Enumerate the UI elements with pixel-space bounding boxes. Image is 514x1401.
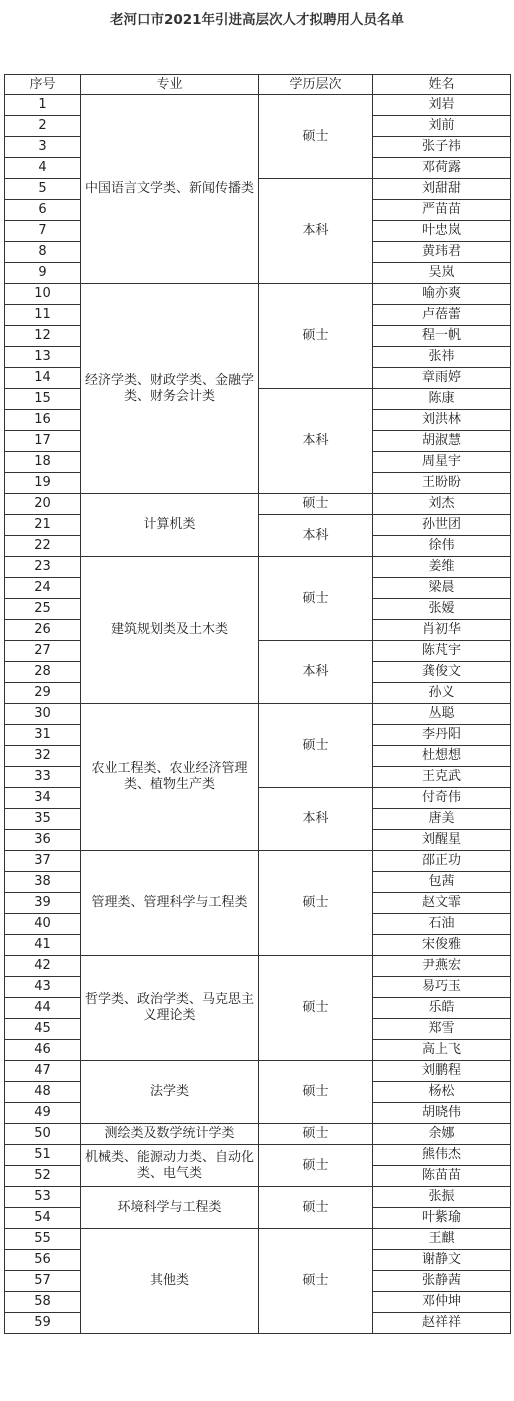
table-row xyxy=(5,1229,511,1250)
major-cell: 法学类 xyxy=(81,1061,259,1124)
level-cell: 本科 xyxy=(259,179,373,284)
name-cell: 王盼盼 xyxy=(373,473,511,494)
name-cell: 王克武 xyxy=(373,767,511,788)
table-header-row xyxy=(5,75,511,95)
name-cell: 王麒 xyxy=(373,1229,511,1250)
row-index: 23 xyxy=(5,557,81,578)
level-cell: 硕士 xyxy=(259,851,373,956)
name-cell: 章雨婷 xyxy=(373,368,511,389)
row-index: 4 xyxy=(5,158,81,179)
row-index: 3 xyxy=(5,137,81,158)
name-cell: 易巧玉 xyxy=(373,977,511,998)
name-cell: 赵文霏 xyxy=(373,893,511,914)
name-cell: 陈苗苗 xyxy=(373,1166,511,1187)
name-cell: 刘杰 xyxy=(373,494,511,515)
name-cell: 丛聪 xyxy=(373,704,511,725)
level-cell: 本科 xyxy=(259,389,373,494)
row-index: 55 xyxy=(5,1229,81,1250)
table-row xyxy=(5,494,511,515)
name-cell: 尹燕宏 xyxy=(373,956,511,977)
table-row xyxy=(5,851,511,872)
name-cell: 余娜 xyxy=(373,1124,511,1145)
row-index: 33 xyxy=(5,767,81,788)
row-index: 12 xyxy=(5,326,81,347)
name-cell: 卢蓓蕾 xyxy=(373,305,511,326)
row-index: 58 xyxy=(5,1292,81,1313)
name-cell: 付奇伟 xyxy=(373,788,511,809)
row-index: 38 xyxy=(5,872,81,893)
row-index: 13 xyxy=(5,347,81,368)
header-index: 序号 xyxy=(5,75,81,95)
name-cell: 邓仲坤 xyxy=(373,1292,511,1313)
row-index: 54 xyxy=(5,1208,81,1229)
name-cell: 徐伟 xyxy=(373,536,511,557)
level-cell: 本科 xyxy=(259,788,373,851)
row-index: 41 xyxy=(5,935,81,956)
major-cell: 中国语言文学类、新闻传播类 xyxy=(81,95,259,284)
major-cell: 计算机类 xyxy=(81,494,259,557)
name-cell: 胡晓伟 xyxy=(373,1103,511,1124)
table-row xyxy=(5,1124,511,1145)
row-index: 1 xyxy=(5,95,81,116)
name-cell: 高上飞 xyxy=(373,1040,511,1061)
row-index: 32 xyxy=(5,746,81,767)
level-cell: 硕士 xyxy=(259,95,373,179)
row-index: 22 xyxy=(5,536,81,557)
row-index: 35 xyxy=(5,809,81,830)
name-cell: 张嫒 xyxy=(373,599,511,620)
name-cell: 梁晨 xyxy=(373,578,511,599)
row-index: 7 xyxy=(5,221,81,242)
name-cell: 赵祥祥 xyxy=(373,1313,511,1334)
name-cell: 刘洪林 xyxy=(373,410,511,431)
row-index: 26 xyxy=(5,620,81,641)
name-cell: 严苗苗 xyxy=(373,200,511,221)
row-index: 45 xyxy=(5,1019,81,1040)
header-name: 姓名 xyxy=(373,75,511,95)
name-cell: 孙世团 xyxy=(373,515,511,536)
name-cell: 姜维 xyxy=(373,557,511,578)
row-index: 47 xyxy=(5,1061,81,1082)
row-index: 18 xyxy=(5,452,81,473)
name-cell: 胡淑慧 xyxy=(373,431,511,452)
row-index: 37 xyxy=(5,851,81,872)
major-cell: 机械类、能源动力类、自动化类、电气类 xyxy=(81,1145,259,1187)
name-cell: 孙义 xyxy=(373,683,511,704)
level-cell: 本科 xyxy=(259,515,373,557)
name-cell: 刘前 xyxy=(373,116,511,137)
level-cell: 本科 xyxy=(259,641,373,704)
name-cell: 周星宇 xyxy=(373,452,511,473)
level-cell: 硕士 xyxy=(259,956,373,1061)
header-major: 专业 xyxy=(81,75,259,95)
level-cell: 硕士 xyxy=(259,704,373,788)
name-cell: 张静茜 xyxy=(373,1271,511,1292)
table-row xyxy=(5,956,511,977)
row-index: 56 xyxy=(5,1250,81,1271)
row-index: 11 xyxy=(5,305,81,326)
row-index: 28 xyxy=(5,662,81,683)
level-cell: 硕士 xyxy=(259,1061,373,1124)
row-index: 17 xyxy=(5,431,81,452)
row-index: 34 xyxy=(5,788,81,809)
row-index: 31 xyxy=(5,725,81,746)
name-cell: 邓荷露 xyxy=(373,158,511,179)
candidate-table xyxy=(4,74,511,1334)
row-index: 6 xyxy=(5,200,81,221)
level-cell: 硕士 xyxy=(259,1145,373,1187)
row-index: 39 xyxy=(5,893,81,914)
name-cell: 叶紫瑜 xyxy=(373,1208,511,1229)
major-cell: 测绘类及数学统计学类 xyxy=(81,1124,259,1145)
table-row xyxy=(5,1187,511,1208)
table-row xyxy=(5,1061,511,1082)
name-cell: 吴岚 xyxy=(373,263,511,284)
name-cell: 唐美 xyxy=(373,809,511,830)
name-cell: 喻亦爽 xyxy=(373,284,511,305)
level-cell: 硕士 xyxy=(259,557,373,641)
name-cell: 肖初华 xyxy=(373,620,511,641)
name-cell: 陈康 xyxy=(373,389,511,410)
name-cell: 包茜 xyxy=(373,872,511,893)
row-index: 20 xyxy=(5,494,81,515)
row-index: 2 xyxy=(5,116,81,137)
row-index: 49 xyxy=(5,1103,81,1124)
row-index: 42 xyxy=(5,956,81,977)
row-index: 48 xyxy=(5,1082,81,1103)
name-cell: 乐皓 xyxy=(373,998,511,1019)
row-index: 40 xyxy=(5,914,81,935)
table-row xyxy=(5,95,511,116)
name-cell: 郑雪 xyxy=(373,1019,511,1040)
name-cell: 刘鹏程 xyxy=(373,1061,511,1082)
name-cell: 龚俊文 xyxy=(373,662,511,683)
table-body xyxy=(5,95,511,1334)
table-row xyxy=(5,284,511,305)
name-cell: 邵正功 xyxy=(373,851,511,872)
name-cell: 宋俊雅 xyxy=(373,935,511,956)
row-index: 50 xyxy=(5,1124,81,1145)
row-index: 21 xyxy=(5,515,81,536)
level-cell: 硕士 xyxy=(259,1187,373,1229)
row-index: 52 xyxy=(5,1166,81,1187)
row-index: 9 xyxy=(5,263,81,284)
table-row xyxy=(5,704,511,725)
name-cell: 李丹阳 xyxy=(373,725,511,746)
major-cell: 经济学类、财政学类、金融学类、财务会计类 xyxy=(81,284,259,494)
row-index: 16 xyxy=(5,410,81,431)
name-cell: 谢静文 xyxy=(373,1250,511,1271)
row-index: 43 xyxy=(5,977,81,998)
name-cell: 叶忠岚 xyxy=(373,221,511,242)
name-cell: 刘醒星 xyxy=(373,830,511,851)
row-index: 25 xyxy=(5,599,81,620)
row-index: 8 xyxy=(5,242,81,263)
name-cell: 石油 xyxy=(373,914,511,935)
row-index: 44 xyxy=(5,998,81,1019)
row-index: 10 xyxy=(5,284,81,305)
row-index: 19 xyxy=(5,473,81,494)
major-cell: 环境科学与工程类 xyxy=(81,1187,259,1229)
table-row xyxy=(5,1145,511,1166)
row-index: 24 xyxy=(5,578,81,599)
name-cell: 程一帆 xyxy=(373,326,511,347)
major-cell: 管理类、管理科学与工程类 xyxy=(81,851,259,956)
row-index: 29 xyxy=(5,683,81,704)
major-cell: 建筑规划类及土木类 xyxy=(81,557,259,704)
level-cell: 硕士 xyxy=(259,284,373,389)
row-index: 57 xyxy=(5,1271,81,1292)
row-index: 30 xyxy=(5,704,81,725)
row-index: 53 xyxy=(5,1187,81,1208)
row-index: 46 xyxy=(5,1040,81,1061)
table-row xyxy=(5,557,511,578)
header-level: 学历层次 xyxy=(259,75,373,95)
row-index: 36 xyxy=(5,830,81,851)
level-cell: 硕士 xyxy=(259,1229,373,1334)
name-cell: 熊伟杰 xyxy=(373,1145,511,1166)
row-index: 14 xyxy=(5,368,81,389)
name-cell: 杨松 xyxy=(373,1082,511,1103)
row-index: 15 xyxy=(5,389,81,410)
name-cell: 刘岩 xyxy=(373,95,511,116)
name-cell: 张振 xyxy=(373,1187,511,1208)
name-cell: 杜想想 xyxy=(373,746,511,767)
page-title: 老河口市2021年引进高层次人才拟聘用人员名单 xyxy=(109,12,405,28)
row-index: 51 xyxy=(5,1145,81,1166)
row-index: 5 xyxy=(5,179,81,200)
level-cell: 硕士 xyxy=(259,1124,373,1145)
major-cell: 其他类 xyxy=(81,1229,259,1334)
name-cell: 陈芃宇 xyxy=(373,641,511,662)
name-cell: 张祎 xyxy=(373,347,511,368)
row-index: 59 xyxy=(5,1313,81,1334)
major-cell: 农业工程类、农业经济管理类、植物生产类 xyxy=(81,704,259,851)
major-cell: 哲学类、政治学类、马克思主义理论类 xyxy=(81,956,259,1061)
row-index: 27 xyxy=(5,641,81,662)
level-cell: 硕士 xyxy=(259,494,373,515)
name-cell: 黄玮君 xyxy=(373,242,511,263)
name-cell: 刘甜甜 xyxy=(373,179,511,200)
name-cell: 张子祎 xyxy=(373,137,511,158)
